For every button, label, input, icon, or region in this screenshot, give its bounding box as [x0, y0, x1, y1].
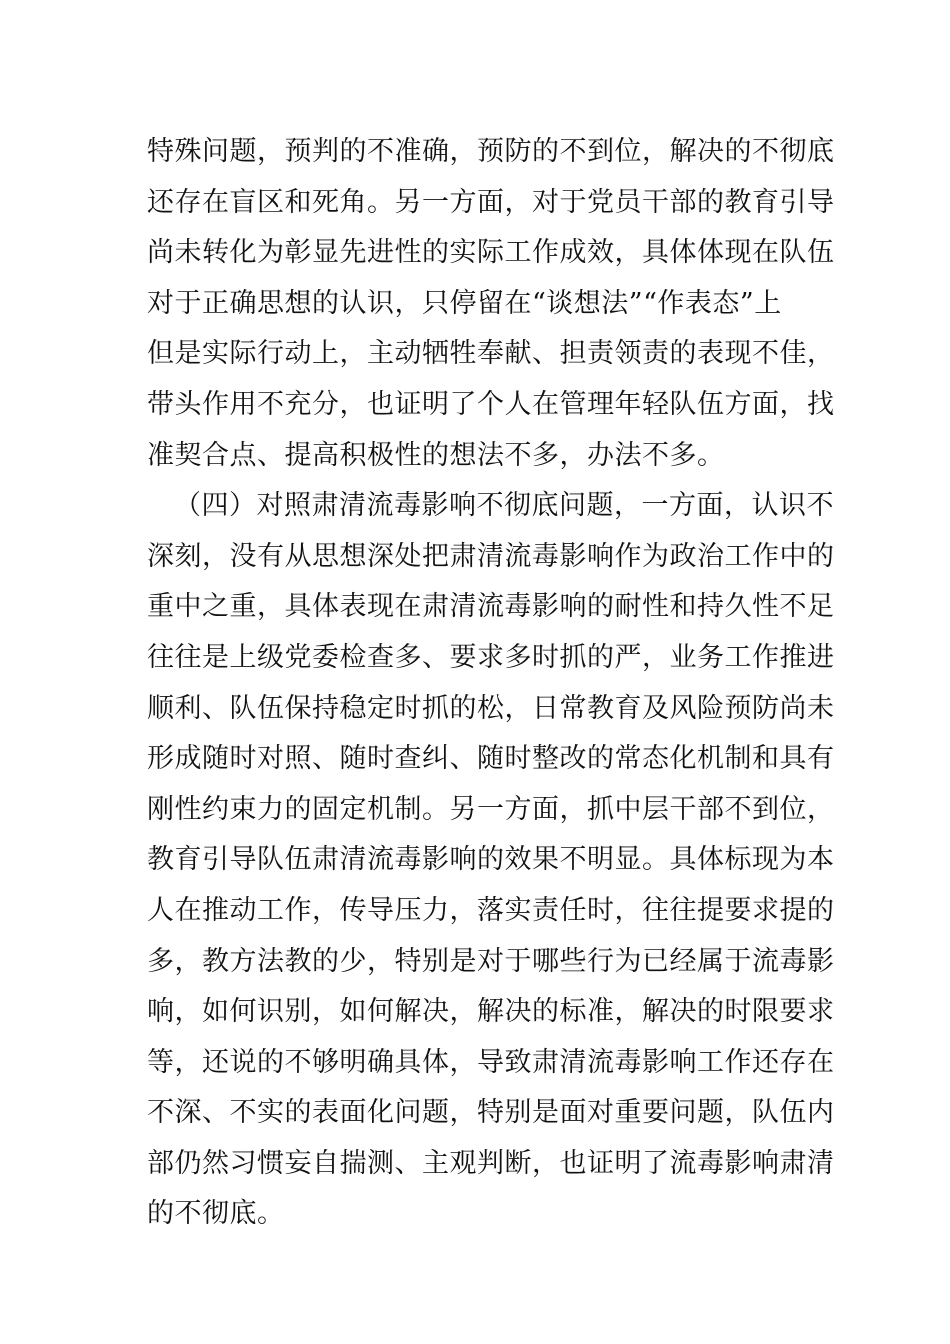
text-line: 部仍然习惯妄自揣测、主观判断，也证明了流毒影响肃清 [147, 1147, 835, 1179]
text-line: 多，教方法教的少，特别是对于哪些行为已经属于流毒影 [147, 945, 835, 977]
text-line: 深刻，没有从思想深处把肃清流毒影响作为政治工作中的 [147, 540, 835, 572]
text-line: 还存在盲区和死角。另一方面，对于党员干部的教育引导 [147, 186, 835, 218]
text-line: 教育引导队伍肃清流毒影响的效果不明显。具体标现为本 [147, 844, 835, 876]
document-body [147, 127, 835, 1240]
text-line: 顺利、队伍保持稳定时抓的松，日常教育及风险预防尚未 [147, 692, 835, 724]
text-line: 准契合点、提高积极性的想法不多，办法不多。 [147, 439, 725, 471]
text-line: 人在推动工作，传导压力，落实责任时，往往提要求提的 [147, 894, 835, 926]
text-line: 对于正确思想的认识，只停留在“谈想法”“作表态”上 [147, 287, 782, 319]
text-line: 尚未转化为彰显先进性的实际工作成效，具体体现在队伍 [147, 237, 835, 269]
text-line: 往往是上级党委检查多、要求多时抓的严，业务工作推进 [147, 641, 835, 673]
text-line: 但是实际行动上，主动牺牲奉献、担责领责的表现不佳， [147, 338, 835, 370]
text-line: 的不彻底。 [147, 1198, 285, 1230]
text-line: 响，如何识别，如何解决，解决的标准，解决的时限要求 [147, 996, 835, 1028]
section-heading-line: （四）对照肃清流毒影响不彻底问题，一方面，认识不 [174, 490, 834, 522]
text-line: 不深、不实的表面化问题，特别是面对重要问题，队伍内 [147, 1097, 835, 1129]
text-line: 带头作用不充分，也证明了个人在管理年轻队伍方面，找 [147, 388, 835, 420]
text-line: 等，还说的不够明确具体，导致肃清流毒影响工作还存在 [147, 1046, 835, 1078]
text-line: 刚性约束力的固定机制。另一方面，抓中层干部不到位， [147, 793, 835, 825]
text-line: 重中之重，具体表现在肃清流毒影响的耐性和持久性不足 [147, 591, 835, 623]
text-line: 特殊问题，预判的不准确，预防的不到位，解决的不彻底 [147, 136, 835, 167]
text-line: 形成随时对照、随时查纠、随时整改的常态化机制和具有 [147, 743, 835, 775]
